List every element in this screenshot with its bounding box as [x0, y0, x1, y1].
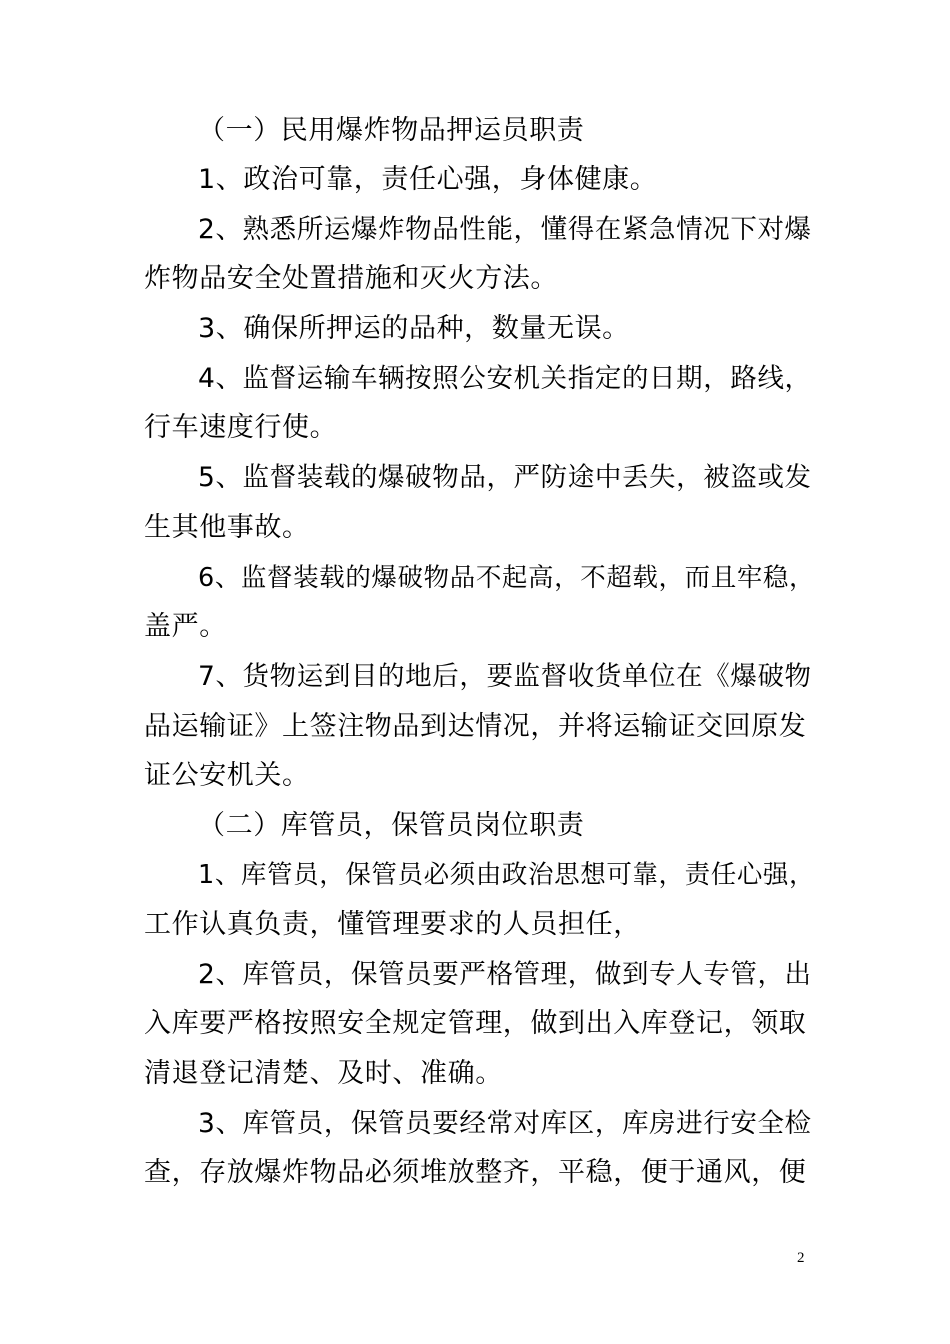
paragraph-line: 查，存放爆炸物品必须堆放整齐，平稳，便于通风，便 [144, 1157, 807, 1188]
paragraph-line: 盖严。 [144, 611, 227, 642]
page-number: 2 [797, 1250, 805, 1266]
paragraph-line: 入库要严格按照安全规定管理，做到出入库登记，领取 [144, 1008, 807, 1039]
paragraph-line: 2、熟悉所运爆炸物品性能，懂得在紧急情况下对爆 [198, 214, 812, 245]
paragraph-line: 清退登记清楚、及时、准确。 [144, 1058, 503, 1089]
section-heading-escort-duties: （一）民用爆炸物品押运员职责 [198, 115, 585, 146]
paragraph-line: 6、监督装载的爆破物品不起高，不超载，而且牢稳， [198, 563, 816, 593]
paragraph-line: 5、监督装载的爆破物品，严防途中丢失，被盗或发 [198, 462, 812, 493]
paragraph-line: 行车速度行使。 [144, 412, 338, 443]
paragraph-line: 3、确保所押运的品种，数量无误。 [198, 313, 630, 344]
paragraph-line: 3、库管员，保管员要经常对库区，库房进行安全检 [198, 1108, 812, 1139]
paragraph-line: 生其他事故。 [144, 512, 310, 543]
paragraph-line: 工作认真负责，懂管理要求的人员担任， [144, 909, 641, 940]
paragraph-line: 4、监督运输车辆按照公安机关指定的日期，路线， [198, 363, 812, 394]
paragraph-line: 1、库管员，保管员必须由政治思想可靠，责任心强， [198, 860, 816, 890]
paragraph-line: 证公安机关。 [144, 760, 310, 791]
paragraph-line: 7、货物运到目的地后，要监督收货单位在《爆破物 [198, 661, 812, 692]
paragraph-line: 2、库管员，保管员要严格管理，做到专人专管，出 [198, 959, 812, 990]
paragraph-line: 1、政治可靠，责任心强，身体健康。 [198, 164, 658, 195]
paragraph-line: 炸物品安全处置措施和灭火方法。 [144, 263, 558, 294]
section-heading-storekeeper-duties: （二）库管员，保管员岗位职责 [198, 810, 585, 841]
paragraph-line: 品运输证》上签注物品到达情况，并将运输证交回原发 [144, 711, 807, 742]
